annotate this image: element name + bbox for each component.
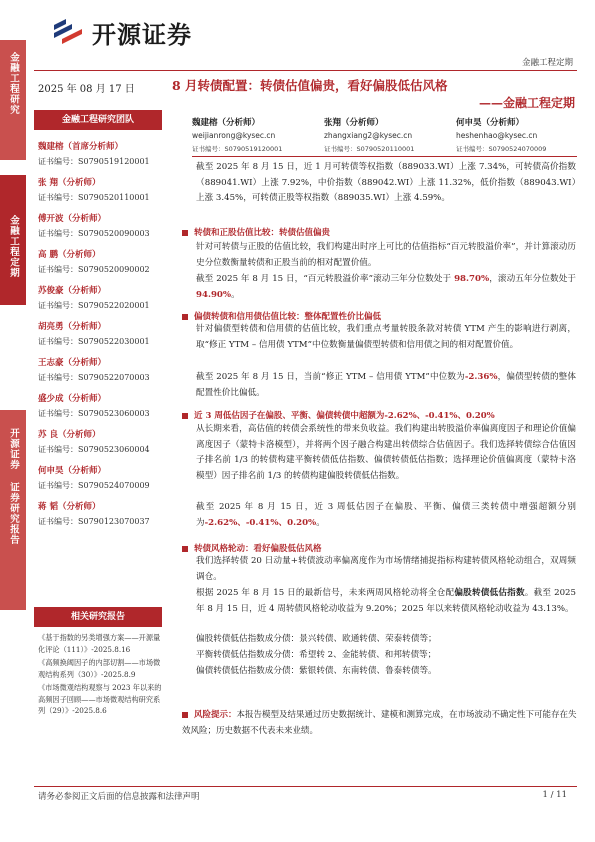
analyst-name: 胡亮勇（分析师） [38, 322, 107, 332]
section-heading-text: 转债和正股估值比较：转债估值偏贵 [194, 228, 331, 238]
author-divider [192, 156, 577, 157]
team-heading: 金融工程研究团队 [34, 110, 162, 130]
analyst-name: 傅开波（分析师） [38, 214, 107, 224]
author-email[interactable]: weijianrong@kysec.cn [192, 131, 276, 140]
analyst-name: 何申昊（分析师） [38, 466, 107, 476]
author-name: 何申昊（分析师） [456, 118, 525, 128]
author-item [324, 116, 454, 153]
risk-text: 本报告模型及结果通过历史数据统计、建模和测算完成，在市场波动不确定性下可能存在失效风险；历史数据不代表未来业绩。 [182, 710, 577, 736]
related-report-link[interactable]: 《基于指数的另类增强方案——开源量化评论（111）》-2025.8.16 [38, 633, 161, 654]
report-title: 8 月转债配置：转债估值偏贵，看好偏股低估风格 [172, 78, 448, 93]
list-item: 偏股转债低估指数成分债：景兴转债、欧通转债、荣泰转债等； [196, 634, 437, 644]
analyst-item [38, 176, 168, 203]
text-run: 截至 2025 年 8 月 15 日，当前“修正 YTM – 信用债 YTM”中位数为 [196, 372, 465, 382]
text-run: 截至 2025 年 8 月 15 日，“百元转股溢价率”滚动三年分位数处于 [196, 274, 455, 284]
brand-name: 开源证券 [92, 20, 192, 49]
bullet-square-icon [182, 712, 188, 718]
author-cert: 证书编号：S0790520110001 [324, 145, 415, 153]
analyst-cert: 证书编号：S0790523060003 [38, 409, 150, 418]
brand-mark-icon [52, 17, 86, 47]
page-number: 1 / 11 [542, 790, 567, 800]
analyst-item [38, 212, 168, 239]
text-run: 截至 2025 年 8 月 15 日，近 3 周低估因子在偏股、平衡、偏债三类转债中增强超额分别为 [196, 502, 576, 528]
text-run: 。截至 2025 年 8 月 15 日，近 4 周转债风格轮动收益为 9.20%；2025 年以来转债风格轮动收益为 43.13%。 [196, 588, 576, 614]
related-heading: 相关研究报告 [34, 607, 162, 627]
analyst-cert: 证书编号：S0790520090003 [38, 229, 150, 238]
section-heading [182, 409, 577, 421]
highlight-value: 94.90% [196, 289, 232, 300]
highlight-value: -2.36% [464, 372, 498, 382]
text-run: 根据 2025 年 8 月 15 日的最新信号，未来两周风格轮动将全仓配 [196, 588, 455, 598]
analyst-item [38, 392, 168, 419]
analyst-cert: 证书编号：S0790519120001 [38, 157, 150, 166]
analyst-item [38, 356, 168, 383]
risk-label: 风险提示： [194, 710, 237, 720]
analyst-item [38, 500, 168, 527]
section-paragraph [196, 272, 576, 303]
highlight-value: -2.62%、-0.41%、0.20% [204, 517, 317, 528]
section-heading-text: 转债风格轮动：看好偏股低估风格 [194, 544, 322, 554]
author-cert: 证书编号：S0790524070009 [456, 145, 547, 153]
text-run: ，偏债型转债的整体配置性价比偏低。 [196, 372, 576, 398]
sidebar-label-bot: 开源证券 证券研究报告 [8, 428, 19, 545]
section-heading [182, 226, 577, 238]
analyst-item [38, 248, 168, 275]
author-name: 张翔（分析师） [324, 118, 384, 128]
bullet-square-icon [182, 230, 188, 236]
section-paragraph [196, 586, 576, 617]
analyst-cert: 证书编号：S0790522070003 [38, 373, 150, 382]
section-paragraph: 我们选择转债 20 日动量+转债波动率偏离度作为市场情绪捕捉指标构建转债风格轮动组合，双周频调仓。 [196, 556, 576, 582]
intro-paragraph: 截至 2025 年 8 月 15 日，近 1 月可转债等权指数（889033.WI）上涨 7.34%，可转债高价指数（889041.WI）上涨 7.92%，中价指数（889042.WI）上涨 11.32%，低价指数（889043.WI）上涨 3.45%，可转债正股等权指数（889035.WI）上涨 4.59%。 [196, 162, 576, 204]
footer-disclaimer: 请务必参阅正文后面的信息披露和法律声明 [38, 792, 200, 802]
section-paragraph: 从长期来看，高估值的转债会系统性的带来负收益。我们构建出转股溢价率偏离度因子和理论价值偏离度因子（蒙特卡洛模型），并将两个因子融合构建出转债综合估值因子。我们选择转债综合估值因子排名前 1/3 的转债构建平衡转债低估指数、偏债转债低估指数；选择理论价值偏离度（蒙特卡洛模型）因子排名前 1/3 的转债构建偏股转债低估指数。 [196, 424, 576, 481]
section-paragraph: 针对可转债与正股的估值比较，我们构建出时序上可比的估值指标“百元转股溢价率”，并计算滚动历史分位数衡量转债和正股当前的相对配置价值。 [196, 242, 576, 268]
risk-block [182, 708, 577, 739]
header-divider [34, 70, 577, 71]
analyst-name: 苏 良（分析师） [38, 430, 101, 440]
analyst-cert: 证书编号：S0790520110001 [38, 193, 150, 202]
analyst-item [38, 140, 168, 167]
section-paragraph [196, 370, 576, 401]
analyst-cert: 证书编号：S0790520090002 [38, 265, 150, 274]
analyst-name: 蒋 韬（分析师） [38, 502, 101, 512]
analyst-item [38, 284, 168, 311]
sidebar-label-top: 金融工程研究 [8, 52, 19, 115]
sidebar-strip-bot [0, 410, 26, 610]
section-paragraph [196, 500, 576, 531]
list-item: 偏债转债低估指数成分债：紫银转债、东南转债、鲁泰转债等。 [196, 666, 437, 676]
author-name: 魏建榕（分析师） [192, 118, 261, 128]
header-category: 金融工程定期 [521, 58, 573, 68]
brand-logo [52, 14, 192, 50]
related-report-link[interactable]: 《市场微观结构观察与 2023 年以来的高频因子回顾——市场微观结构研究系列（29）》-2025.8.6 [38, 683, 162, 715]
analyst-name: 盛少成（分析师） [38, 394, 107, 404]
analyst-name: 高 鹏（分析师） [38, 250, 101, 260]
bullet-square-icon [182, 314, 188, 320]
text-run: 。 [231, 289, 240, 300]
analyst-cert: 证书编号：S0790123070037 [38, 517, 150, 526]
section-heading-text: 偏债转债和信用债估值比较：整体配置性价比偏低 [194, 312, 382, 322]
bullet-square-icon [182, 413, 188, 419]
sidebar-label-mid: 金融工程定期 [8, 215, 19, 278]
analyst-cert: 证书编号：S0790522020001 [38, 301, 150, 310]
text-run: ，滚动五年分位数处于 [489, 274, 576, 284]
analyst-cert: 证书编号：S0790524070009 [38, 481, 150, 490]
author-email[interactable]: heshenhao@kysec.cn [456, 131, 538, 140]
section-paragraph: 针对偏债型转债和信用债的估值比较，我们重点考量转股条款对转债 YTM 产生的影响进行剥离，取“修正 YTM – 信用债 YTM”中位数衡量偏债型转债和信用债之间的相对配置价值。 [196, 324, 576, 350]
analyst-name: 张 翔（分析师） [38, 178, 101, 188]
bullet-square-icon [182, 546, 188, 552]
report-subtitle: ——金融工程定期 [478, 96, 575, 110]
author-item [456, 116, 586, 153]
footer-divider [34, 786, 577, 787]
section-heading [182, 310, 577, 322]
list-item: 平衡转债低估指数成分债：希望转 2、金能转债、和邦转债等； [196, 650, 437, 660]
analyst-name: 苏俊豪（分析师） [38, 286, 107, 296]
sidebar-strip-mid [0, 175, 26, 305]
analyst-item [38, 428, 168, 455]
highlight-text: 偏股转债低估指数 [454, 588, 525, 598]
highlight-value: 98.70% [454, 274, 490, 284]
analyst-name: 魏建榕（首席分析师） [38, 142, 124, 152]
report-date: 2025 年 08 月 17 日 [38, 84, 135, 95]
author-item [192, 116, 322, 153]
section-heading-text: 近 3 周低估因子在偏股、平衡、偏债转债中超额为-2.62%、-0.41%、0.20% [194, 411, 495, 421]
author-email[interactable]: zhangxiang2@kysec.cn [324, 131, 413, 140]
analyst-cert: 证书编号：S0790523060004 [38, 445, 150, 454]
analyst-item [38, 464, 168, 491]
sidebar-strip-top [0, 40, 26, 160]
analyst-name: 王志豪（分析师） [38, 358, 107, 368]
analyst-cert: 证书编号：S0790522030001 [38, 337, 150, 346]
section-heading [182, 542, 577, 554]
author-cert: 证书编号：S0790519120001 [192, 145, 283, 153]
related-report-link[interactable]: 《高频换阈因子的内部切割——市场微观结构系列（30）》-2025.8.9 [38, 658, 161, 679]
analyst-item [38, 320, 168, 347]
text-run: 。 [316, 517, 325, 528]
